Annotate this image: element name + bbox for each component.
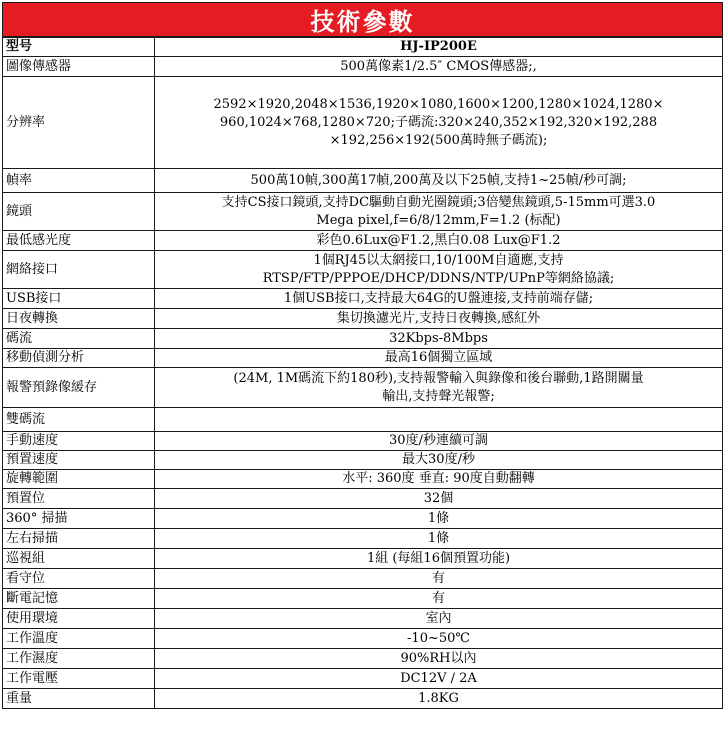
spec-value: -10~50℃ bbox=[155, 629, 723, 649]
spec-row bbox=[3, 470, 723, 489]
spec-row bbox=[3, 349, 723, 368]
spec-label: 日夜轉換 bbox=[3, 309, 155, 329]
spec-row bbox=[3, 569, 723, 589]
spec-label: 工作電壓 bbox=[3, 669, 155, 689]
spec-row bbox=[3, 231, 723, 251]
spec-label: 工作溫度 bbox=[3, 629, 155, 649]
spec-table bbox=[2, 37, 723, 709]
spec-row bbox=[3, 649, 723, 669]
spec-label: 報警預錄像緩存 bbox=[3, 368, 155, 408]
spec-label: 移動偵測分析 bbox=[3, 349, 155, 368]
spec-label: 看守位 bbox=[3, 569, 155, 589]
spec-value: (24M, 1M碼流下約180秒),支持報警輸入與錄像和後台聯動,1路開關量 輸出,支持聲光報警; bbox=[155, 368, 723, 408]
spec-value: 室內 bbox=[155, 609, 723, 629]
spec-row bbox=[3, 289, 723, 309]
spec-row bbox=[3, 251, 723, 289]
spec-value: 32Kbps-8Mbps bbox=[155, 329, 723, 349]
spec-value: HJ-IP200E bbox=[155, 38, 723, 57]
spec-value: 2592×1920,2048×1536,1920×1080,1600×1200,1280×1024,1280× 960,1024×768,1280×720;子碼流:320×240,352×192,320×192,288 ×192,256×192(500萬時無子碼流); bbox=[155, 77, 723, 169]
spec-row bbox=[3, 57, 723, 77]
spec-value bbox=[155, 408, 723, 432]
spec-label: 幀率 bbox=[3, 169, 155, 193]
spec-row bbox=[3, 609, 723, 629]
spec-label: 手動速度 bbox=[3, 432, 155, 451]
spec-label: 網絡接口 bbox=[3, 251, 155, 289]
spec-label: 預置位 bbox=[3, 489, 155, 509]
spec-label: 分辨率 bbox=[3, 77, 155, 169]
spec-row bbox=[3, 549, 723, 569]
spec-row bbox=[3, 169, 723, 193]
spec-row bbox=[3, 193, 723, 231]
spec-row bbox=[3, 589, 723, 609]
spec-label: 型号 bbox=[3, 38, 155, 57]
spec-value: 500萬像素1/2.5″ CMOS傳感器;, bbox=[155, 57, 723, 77]
spec-row bbox=[3, 329, 723, 349]
spec-value: 最高16個獨立區域 bbox=[155, 349, 723, 368]
spec-value: 1個RJ45以太網接口,10/100M自適應,支持 RTSP/FTP/PPPOE/DHCP/DDNS/NTP/UPnP等網絡協議; bbox=[155, 251, 723, 289]
spec-value: 水平: 360度 垂直: 90度自動翻轉 bbox=[155, 470, 723, 489]
spec-value: DC12V / 2A bbox=[155, 669, 723, 689]
spec-row bbox=[3, 509, 723, 529]
spec-row bbox=[3, 669, 723, 689]
spec-label: USB接口 bbox=[3, 289, 155, 309]
spec-row bbox=[3, 77, 723, 169]
spec-value: 1個USB接口,支持最大64G的U盤連接,支持前端存儲; bbox=[155, 289, 723, 309]
spec-value: 支持CS接口鏡頭,支持DC驅動自動光圈鏡頭;3倍變焦鏡頭,5-15mm可選3.0 Mega pixel,f=6/8/12mm,F=1.2 (标配) bbox=[155, 193, 723, 231]
spec-label: 最低感光度 bbox=[3, 231, 155, 251]
spec-value: 90%RH以內 bbox=[155, 649, 723, 669]
spec-row bbox=[3, 408, 723, 432]
spec-row bbox=[3, 529, 723, 549]
spec-label: 左右掃描 bbox=[3, 529, 155, 549]
spec-sheet bbox=[2, 2, 723, 709]
spec-value: 有 bbox=[155, 589, 723, 609]
spec-label: 巡視組 bbox=[3, 549, 155, 569]
spec-label: 碼流 bbox=[3, 329, 155, 349]
spec-value: 1條 bbox=[155, 529, 723, 549]
spec-label: 工作濕度 bbox=[3, 649, 155, 669]
spec-value: 集切換濾光片,支持日夜轉換,感紅外 bbox=[155, 309, 723, 329]
spec-row bbox=[3, 451, 723, 470]
spec-row bbox=[3, 38, 723, 57]
spec-row bbox=[3, 309, 723, 329]
spec-label: 鏡頭 bbox=[3, 193, 155, 231]
spec-value: 30度/秒連續可調 bbox=[155, 432, 723, 451]
spec-label: 預置速度 bbox=[3, 451, 155, 470]
spec-row bbox=[3, 629, 723, 649]
spec-row bbox=[3, 432, 723, 451]
spec-label: 圖像傳感器 bbox=[3, 57, 155, 77]
spec-value: 1.8KG bbox=[155, 689, 723, 709]
spec-value: 500萬10幀,300萬17幀,200萬及以下25幀,支持1~25幀/秒可調; bbox=[155, 169, 723, 193]
spec-value: 有 bbox=[155, 569, 723, 589]
spec-value: 1組 (每組16個預置功能) bbox=[155, 549, 723, 569]
spec-label: 雙碼流 bbox=[3, 408, 155, 432]
spec-value: 最大30度/秒 bbox=[155, 451, 723, 470]
spec-row bbox=[3, 368, 723, 408]
spec-label: 使用環境 bbox=[3, 609, 155, 629]
spec-value: 1條 bbox=[155, 509, 723, 529]
page-title: 技術參數 bbox=[2, 2, 723, 37]
spec-row bbox=[3, 489, 723, 509]
spec-label: 360° 掃描 bbox=[3, 509, 155, 529]
spec-value: 彩色0.6Lux@F1.2,黑白0.08 Lux@F1.2 bbox=[155, 231, 723, 251]
spec-row bbox=[3, 689, 723, 709]
spec-label: 重量 bbox=[3, 689, 155, 709]
spec-label: 斷電記憶 bbox=[3, 589, 155, 609]
spec-value: 32個 bbox=[155, 489, 723, 509]
spec-label: 旋轉範圍 bbox=[3, 470, 155, 489]
